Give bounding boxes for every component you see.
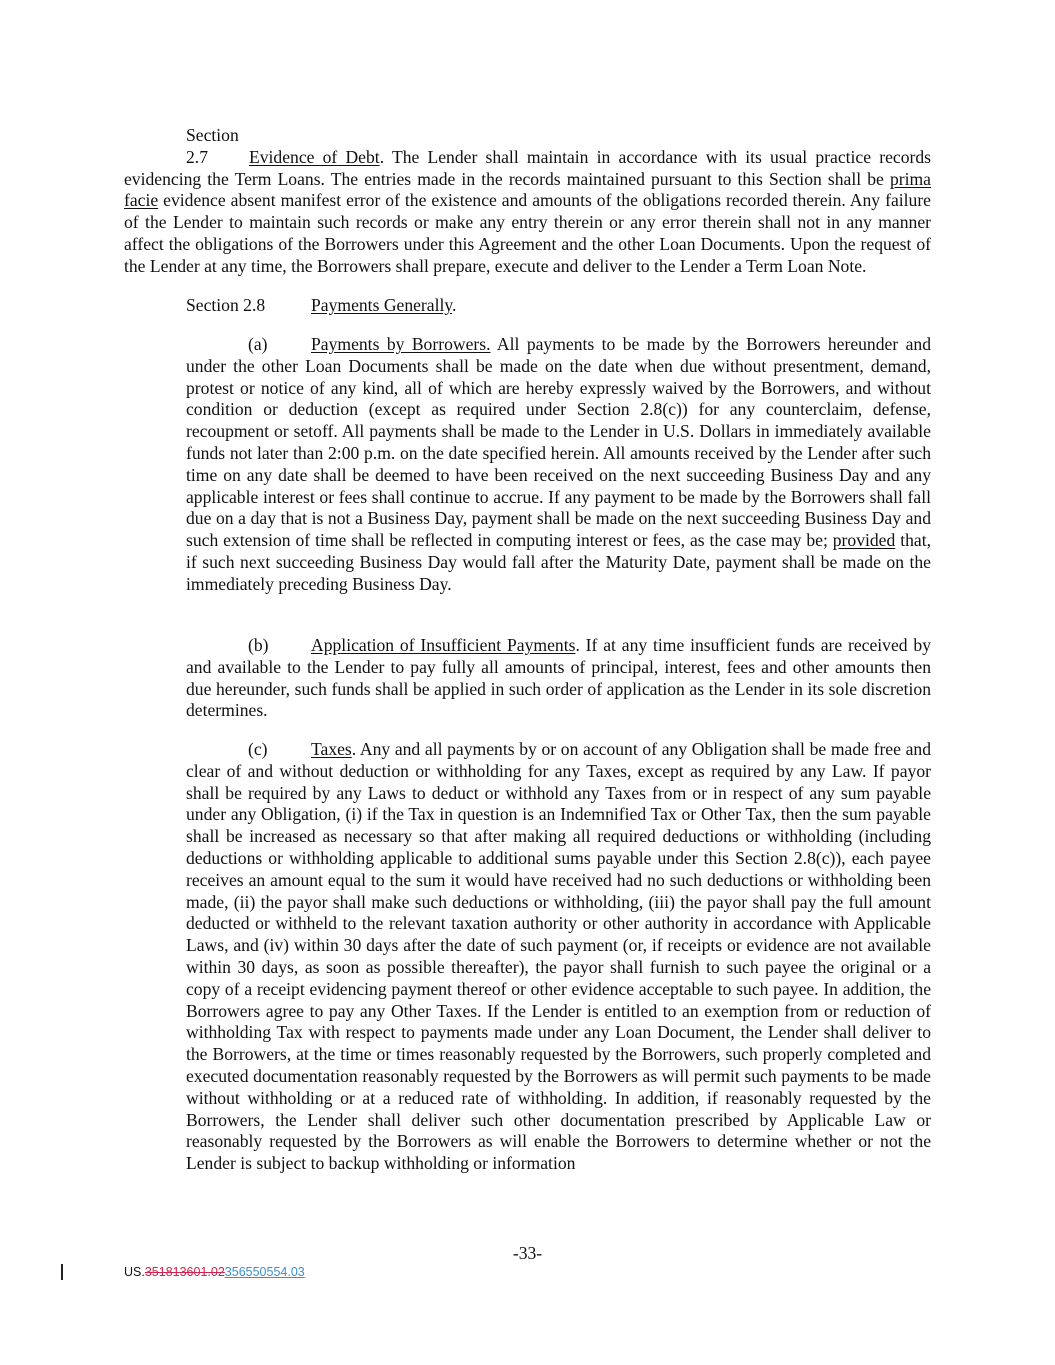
subsection-c-paragraph [186,739,931,1175]
subsection-b-paragraph [186,635,931,722]
document-id [124,1264,305,1280]
subsection-c-label: (c) [248,739,268,759]
section-2-7-number: Section 2.7 [186,125,239,167]
section-2-7-heading: Evidence of Debt [249,146,380,167]
subsection-b-heading: Application of Insufficient Payments [311,635,576,655]
subsection-b-label: (b) [248,635,269,655]
section-2-7-text-1: . The Lender shall maintain in accordance with its usual practice records evidencing the Term Loans. The entries made in the records maintained pursuant to this Section shall be [124,146,932,189]
provided-term: provided [832,530,896,551]
document-id-prefix: US. [124,1265,145,1279]
document-id-deleted-revision: 351813601.02 [144,1265,225,1279]
section-2-7-paragraph [124,125,931,278]
page-number: -33- [512,1243,543,1263]
section-2-8-heading-period: . [452,295,457,315]
subsection-c-heading: Taxes [311,739,352,759]
section-2-7-text-2: evidence absent manifest error of the existence and amounts of the obligations recorded therein. Any failure of the Lender to maintain such records or make any entry therein or any error therein shall not in any manner affect the obligations of the Borrowers under this Agreement and the other Loan Documents. Upon the request of the Lender at any time, the Borrowers shall prepare, execute and deliver to the Lender a Term Loan Note. [124,190,931,276]
document-id-inserted-revision: 356550554.03 [224,1265,305,1279]
subsection-b-text: . If at any time insufficient funds are received by and available to the Lender to pay fully all amounts of principal, interest, fees and other amounts then due hereunder, such funds shall be applied in such order of application as the Lender in its sole discretion determines. [186,635,932,721]
subsection-a-text-1: All payments to be made by the Borrowers hereunder and under the other Loan Documents shall be made on the date when due without presentment, demand, protest or notice of any kind, all of which are hereby expressly waived by the Borrowers, and without condition or deduction (except as required under Section 2.8(c)) for any counterclaim, defense, recoupment or setoff. All payments shall be made to the Lender in U.S. Dollars in immediately available funds not later than 2:00 p.m. on the date specified herein. All amounts received by the Lender after such time on any date shall be deemed to have been received on the next succeeding Business Day and any applicable interest or fees shall continue to accrue. If any payment to be made by the Borrowers shall fall due on a day that is not a Business Day, payment shall be made on the next succeeding Business Day and such extension of time shall be reflected in computing interest or fees, as the case may be; [186,334,931,551]
prima-term: prima [889,168,931,189]
subsection-a-paragraph [186,334,931,596]
section-2-8-number: Section 2.8 [186,295,266,315]
subsection-c-text: . Any and all payments by or on account of any Obligation shall be made free and clear of and without deduction or withholding for any Taxes, except as required by any Law. If payor shall be required by any Laws to deduct or withhold any Taxes from or in respect of any sum payable under any Obligation, (i) if the Tax in question is an Indemnified Tax or Other Tax, then the sum payable shall be increased as necessary so that after making all required deductions or withholding (including deductions or withholding applicable to additional sums payable under this Section 2.8(c)), each payee receives an amount equal to the sum it would have received had no such deductions or withholding been made, (ii) the payor shall make such deductions or withholding, (iii) the payor shall pay the full amount deducted or withheld to the relevant taxation authority or other authority in accordance with Applicable Laws, and (iv) within 30 days after the date of such payment (or, if receipts or evidence are not available within 30 days, as soon as possible thereafter), the payor shall furnish to such payee the original or a copy of a receipt evidencing payment thereof or other evidence acceptable to such payee. In addition, the Borrowers agree to pay any Other Taxes. If the Lender is entitled to an exemption from or reduction of withholding Tax with respect to payments made under any Loan Document, the Lender shall deliver to the Borrowers, at the time or times reasonably requested by the Borrowers, such properly completed and executed documentation reasonably requested by the Borrowers as will permit such payments to be made without withholding or at a reduced rate of withholding. In addition, if reasonably requested by the Borrowers, the Lender shall deliver such other documentation prescribed by Applicable Law or reasonably requested by the Borrowers as will enable the Borrowers to determine whether or not the Lender is subject to backup withholding or information [186,739,931,1174]
facie-term: facie [124,190,159,211]
revision-change-bar [61,1264,63,1280]
section-2-8-heading-line [186,295,456,317]
subsection-a-label: (a) [248,334,268,354]
subsection-a-text-2: that, if such next succeeding Business Day would fall after the Maturity Date, payment shall be made on the immediately preceding Business Day. [186,530,931,594]
section-2-8-heading: Payments Generally [311,295,453,315]
subsection-a-heading: Payments by Borrowers. [311,334,491,354]
